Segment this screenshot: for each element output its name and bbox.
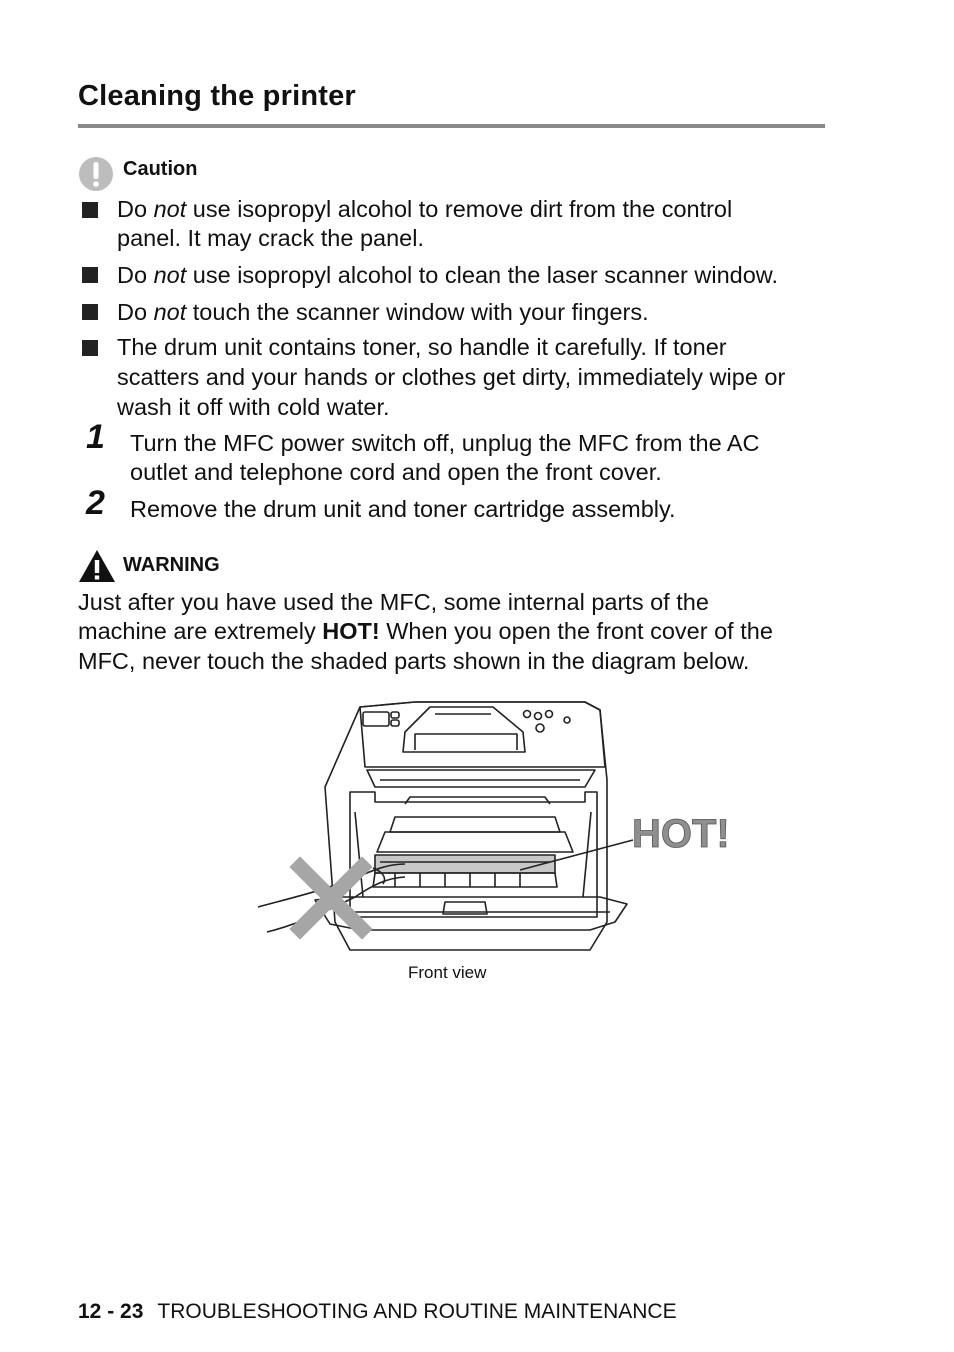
caution-label: Caution (123, 158, 198, 180)
text-run: use isopropyl alcohol to clean the laser scanner window. (186, 262, 779, 288)
page-footer (78, 1300, 677, 1324)
section-name: TROUBLESHOOTING AND ROUTINE MAINTENANCE (157, 1300, 677, 1323)
step-number: 2 (86, 484, 105, 522)
hot-label: HOT! (632, 812, 730, 856)
text-run: Do (117, 196, 154, 222)
title-rule (78, 124, 825, 128)
warning-line (78, 587, 709, 617)
text-run: touch the scanner window with your fingers. (186, 299, 649, 325)
emphasis-text: not (153, 299, 187, 325)
bullet-marker (82, 202, 98, 218)
bullet-marker (82, 304, 98, 320)
printer-diagram (255, 692, 735, 962)
caution-line (117, 194, 732, 224)
caution-line (117, 297, 649, 327)
step-number: 1 (86, 418, 105, 456)
page-title: Cleaning the printer (78, 80, 356, 112)
text-run: Do (117, 299, 154, 325)
text-run: When you open the front cover of the (379, 618, 773, 644)
warning-line (78, 616, 773, 646)
text-run: MFC, never touch the shaded parts shown in the diagram below. (78, 648, 750, 674)
text-run: The drum unit contains toner, so handle it carefully. If toner (117, 334, 727, 360)
text-run: scatters and your hands or clothes get dirty, immediately wipe or (117, 364, 786, 390)
caution-line (117, 260, 778, 290)
emphasis-text: not (153, 262, 187, 288)
emphasis-text: not (153, 196, 187, 222)
caution-line (117, 332, 727, 362)
step-line: Remove the drum unit and toner cartridge assembly. (130, 496, 676, 522)
caution-line (117, 392, 390, 422)
caution-line (117, 362, 785, 392)
caution-line (117, 223, 424, 253)
page-number: 12 - 23 (78, 1300, 144, 1323)
warning-icon (78, 549, 116, 583)
caution-icon (78, 156, 114, 192)
bullet-marker (82, 340, 98, 356)
bullet-marker (82, 267, 98, 283)
warning-line (78, 646, 749, 676)
strong-text: HOT! (322, 618, 380, 644)
text-run: use isopropyl alcohol to remove dirt from the control (186, 196, 733, 222)
text-run: panel. It may crack the panel. (117, 225, 424, 251)
text-run: machine are extremely (78, 618, 323, 644)
text-run: wash it off with cold water. (117, 394, 390, 420)
text-run: Just after you have used the MFC, some internal parts of the (78, 589, 709, 615)
figure-caption: Front view (408, 963, 487, 982)
step-line: outlet and telephone cord and open the front cover. (130, 459, 662, 485)
text-run: Do (117, 262, 154, 288)
warning-label: WARNING (123, 554, 220, 576)
step-line: Turn the MFC power switch off, unplug the MFC from the AC (130, 430, 760, 456)
